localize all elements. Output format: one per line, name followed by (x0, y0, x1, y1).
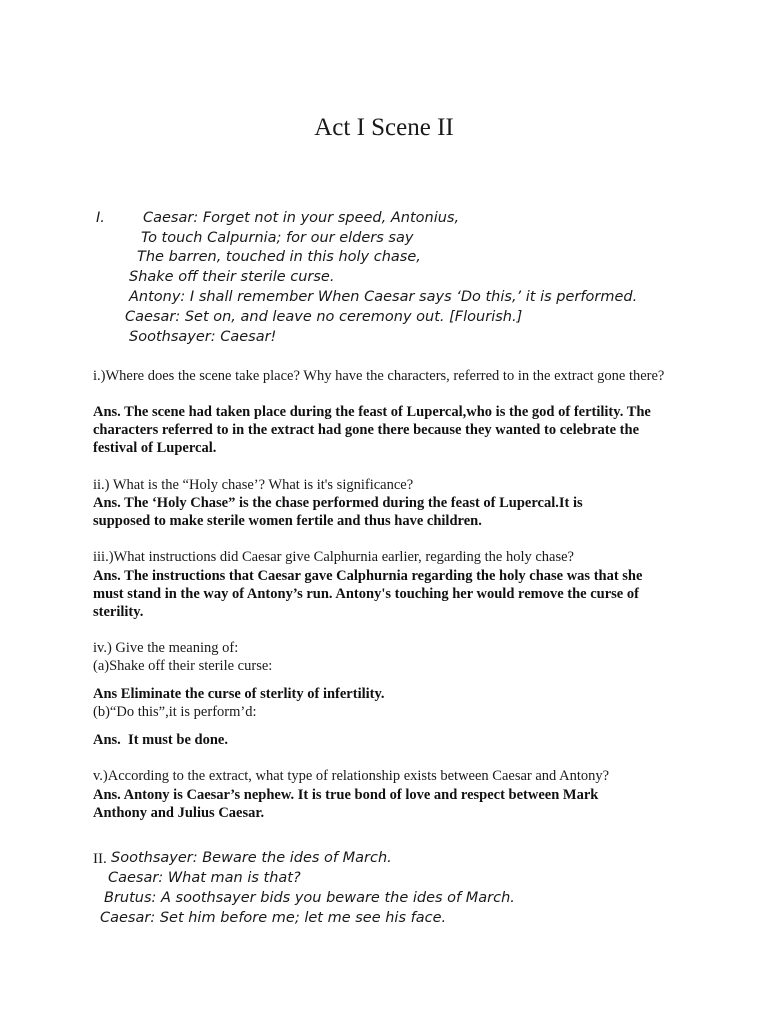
question-text: i.)Where does the scene take place? Why have the characters, referred to in the extract gone there? (93, 368, 665, 384)
extract-line: Soothsayer: Caesar! (129, 329, 277, 345)
extract-line: Caesar: What man is that? (108, 870, 301, 886)
extract-line: Shake off their sterile curse. (129, 269, 335, 285)
sub-question: (a)Shake off their sterile curse: (93, 658, 273, 674)
question-text: iv.) Give the meaning of: (93, 640, 239, 656)
question-text: v.)According to the extract, what type of relationship exists between Caesar and Antony? (93, 768, 610, 784)
answer-text: Ans. It must be done. (93, 732, 228, 748)
answer-text: Ans Eliminate the curse of sterlity of infertility. (93, 686, 385, 702)
sub-question: (b)“Do this”,it is perform’d: (93, 704, 257, 720)
extract-line: The barren, touched in this holy chase, (137, 249, 421, 265)
extract-line: Caesar: Set him before me; let me see his face. (100, 910, 447, 926)
extract-1-label: I. (96, 210, 105, 226)
answer-text: Ans. The scene had taken place during the feast of Lupercal,who is the god of fertility. The characters referred to in the extract had gone there because they wanted to celebrate the festival of Lupercal. (93, 404, 651, 456)
extract-line: Caesar: Set on, and leave no ceremony out. [Flourish.] (125, 309, 523, 325)
answer-text: Ans. The ‘Holy Chase” is the chase performed during the feast of Lupercal.It is supposed to make sterile women fertile and thus have children. (93, 495, 583, 529)
extract-line: Antony: I shall remember When Caesar says ‘Do this,’ it is performed. (129, 289, 638, 305)
answer-text: Ans. The instructions that Caesar gave Calphurnia regarding the holy chase was that she must stand in the way of Antony’s run. Antony's touching her would remove the curse of sterility. (93, 568, 643, 620)
extract-line: Brutus: A soothsayer bids you beware the ides of March. (104, 890, 515, 906)
extract-2-label: II. (93, 851, 107, 867)
question-text: iii.)What instructions did Caesar give Calphurnia earlier, regarding the holy chase? (93, 549, 574, 565)
extract-line: To touch Calpurnia; for our elders say (141, 230, 414, 246)
page-title: Act I Scene II (314, 114, 454, 141)
question-text: ii.) What is the “Holy chase’? What is it's significance? (93, 477, 414, 493)
answer-text: Ans. Antony is Caesar’s nephew. It is true bond of love and respect between Mark Anthony and Julius Caesar. (93, 787, 599, 821)
extract-line: Caesar: Forget not in your speed, Antonius, (143, 210, 460, 226)
extract-line: Soothsayer: Beware the ides of March. (111, 850, 392, 866)
